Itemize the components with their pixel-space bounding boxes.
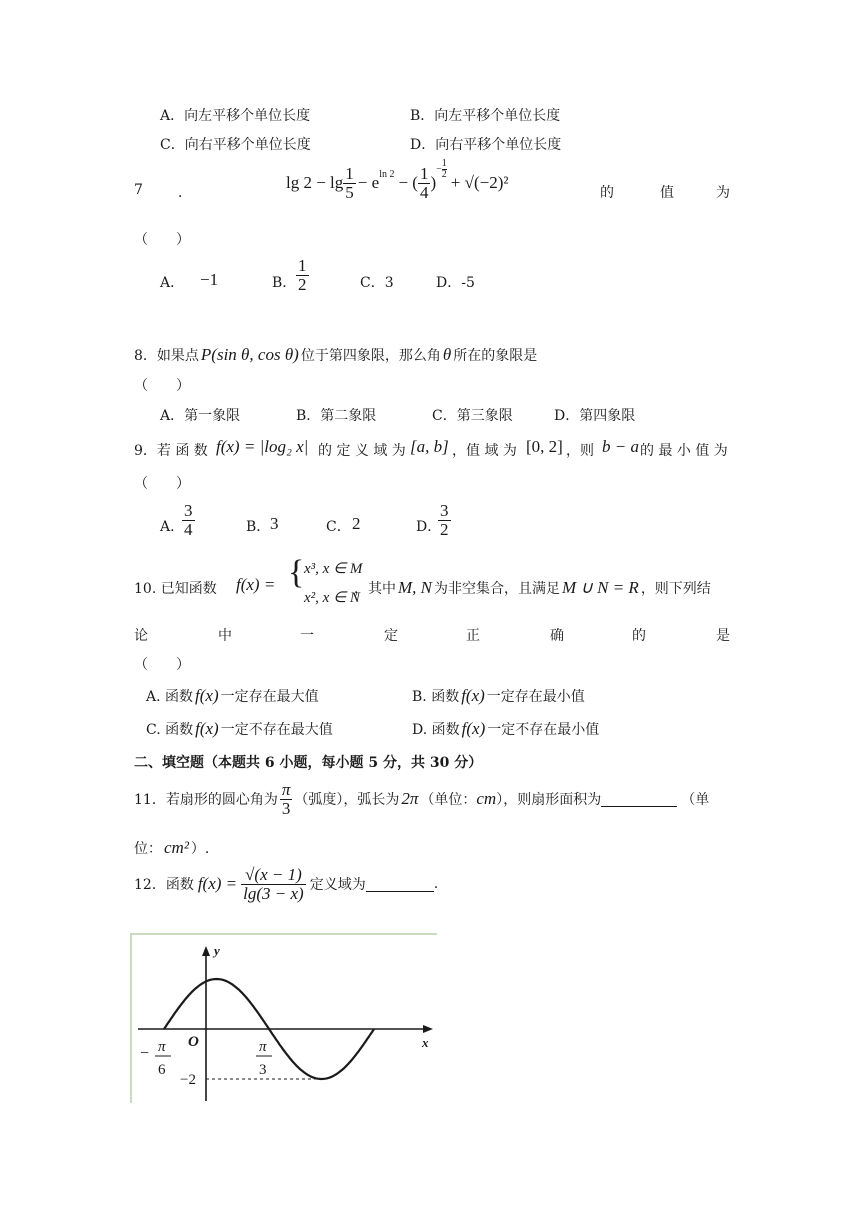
origin-label: O (188, 1034, 199, 1050)
q7-option-b-value: $\frac{1}{2}$ (298, 256, 307, 294)
q6-option-a: A．向左平移个单位长度 (160, 108, 311, 124)
q9-mid3: ，则 (566, 443, 594, 459)
q7-expr-e: + √(−2)² (450, 173, 509, 193)
q7-expr-d: ) (430, 173, 437, 193)
q10-option-b: B. 函数 f(x) 一定存在最小值 (412, 686, 585, 705)
q9-range: [0, 2] (526, 437, 563, 456)
q7-expr-c: − ( (398, 173, 418, 193)
q7-expr-a: lg 2 − lg (286, 173, 344, 193)
q7-expression (286, 157, 509, 202)
y-axis-label: y (214, 943, 220, 958)
neg-pi-sixth-num: π (158, 1039, 166, 1055)
q9-domain: [a, b] (410, 437, 449, 456)
q11-stem: 11．若扇形的圆心角为 $\frac{\pi}{3}$ （弧度），弧长为 2π （单位： cm ），则扇形面积为 （单 (134, 780, 710, 818)
q7-option-b-label: B． (272, 275, 297, 291)
q7-frac1: $\frac{1}{5}$ (345, 164, 354, 202)
q9-function: f(x) = |log₂ x| (216, 437, 309, 456)
x-axis-label: x (422, 1035, 429, 1050)
q7-frac2: $\frac{1}{4}$ (419, 164, 429, 202)
q9-prefix: 9．若 函 数 (134, 443, 208, 459)
q7-word-2: 值 (660, 185, 674, 201)
q9-mid2: ，值 域 为 (452, 443, 517, 459)
q10-case1: x³, x ∈ M (304, 561, 363, 577)
q8-option-d: D．第四象限 (554, 408, 636, 424)
q10-function: f(x) = (236, 575, 276, 594)
q6-option-d: D．向右平移个单位长度 (410, 137, 562, 153)
q7-dot: ． (178, 185, 192, 201)
q9-option-a-value: $\frac{3}{4}$ (184, 501, 193, 539)
q7-exp-ln: ln 2 (379, 168, 395, 180)
q10-option-c: C. 函数 f(x) 一定不存在最大值 (146, 719, 333, 738)
q9-option-b-label: B． (246, 519, 271, 535)
q6-option-b: B．向左平移个单位长度 (410, 108, 561, 124)
neg-pi-sixth-sign: − (140, 1045, 150, 1062)
q10-word-2: 中 (218, 628, 232, 644)
q9-option-a-label: A． (160, 519, 185, 535)
q9-option-c-label: C． (326, 519, 351, 535)
q10-word-3: 一 (300, 628, 314, 644)
x-axis-arrow (423, 1025, 433, 1033)
pi-third-den: 3 (259, 1062, 267, 1078)
q6-option-c: C．向右平移个单位长度 (160, 137, 311, 153)
q7-option-a-value: −1 (200, 270, 219, 289)
q10-word-8: 是 (716, 628, 730, 644)
q8-answer-paren: （ ） (134, 378, 190, 394)
q9-suffix: 的 最 小 值 为 (640, 443, 728, 459)
q7-option-c: C．3 (360, 275, 394, 291)
q7-word-3: 为 (716, 185, 730, 201)
sine-graph-figure (130, 933, 440, 1103)
q10-word-7: 的 (632, 628, 646, 644)
q8-option-a: A．第一象限 (160, 408, 241, 424)
q7-expr-b: − e (357, 173, 380, 193)
q9-option-d-value: $\frac{3}{2}$ (440, 501, 449, 539)
q10-word-6: 确 (550, 628, 564, 644)
q9-answer-paren: （ ） (134, 476, 190, 492)
q9-mid1: 的 定 义 域 为 (318, 443, 406, 459)
q10-answer-paren: （ ） (134, 657, 190, 673)
q11-answer-blank[interactable] (601, 792, 677, 807)
q10-prefix: 10. 已知函数 (134, 581, 217, 597)
q9-option-b-value: 3 (270, 514, 279, 533)
neg-pi-sixth-den: 6 (158, 1062, 166, 1078)
pi-third-num: π (259, 1039, 267, 1055)
q10-option-d: D. 函数 f(x) 一定不存在最小值 (412, 719, 600, 738)
q8-option-c: C．第三象限 (432, 408, 513, 424)
q12-stem: 12．函数 f(x) = $\frac{√(x - 1)}{\lg(3 - x)}$ 定义域为 . (134, 865, 439, 903)
section-2-heading: 二、填空题（本题共 6 小题，每小题 5 分，共 30 分） (134, 755, 483, 771)
q7-option-a-label: A． (160, 275, 185, 291)
q10-brace: { (288, 554, 305, 591)
q11-line2: 位： cm² ）. (134, 838, 210, 857)
min-value-label: −2 (180, 1072, 196, 1088)
q10-case2: x², x ∈ N (304, 590, 360, 606)
q8-option-b: B．第二象限 (296, 408, 377, 424)
q7-word-1: 的 (600, 185, 614, 201)
q7-number: 7 (134, 182, 143, 198)
q10-word-1: 论 (134, 628, 148, 644)
q10-word-4: 定 (384, 628, 398, 644)
q9-option-d-label: D． (416, 519, 442, 535)
q7-exponent: − $\frac{1}{2}$ (436, 157, 447, 180)
q9-option-c-value: 2 (352, 514, 361, 533)
q10-option-a: A. 函数 f(x) 一定存在最大值 (146, 686, 319, 705)
q7-answer-paren: （ ） (134, 232, 190, 248)
q12-answer-blank[interactable] (366, 877, 434, 892)
q9-diff: b − a (602, 437, 639, 456)
q10-word-5: 正 (466, 628, 480, 644)
q8-stem: 8．如果点 P(sin θ, cos θ) 位于第四象限，那么角 θ 所在的象限是 (134, 345, 538, 364)
y-axis-arrow (202, 946, 210, 956)
q10-stem-rest: ，其中 M, N 为非空集合，且满足 M ∪ N = R ，则下列结 (354, 578, 711, 597)
q7-option-d: D．-5 (436, 275, 475, 291)
